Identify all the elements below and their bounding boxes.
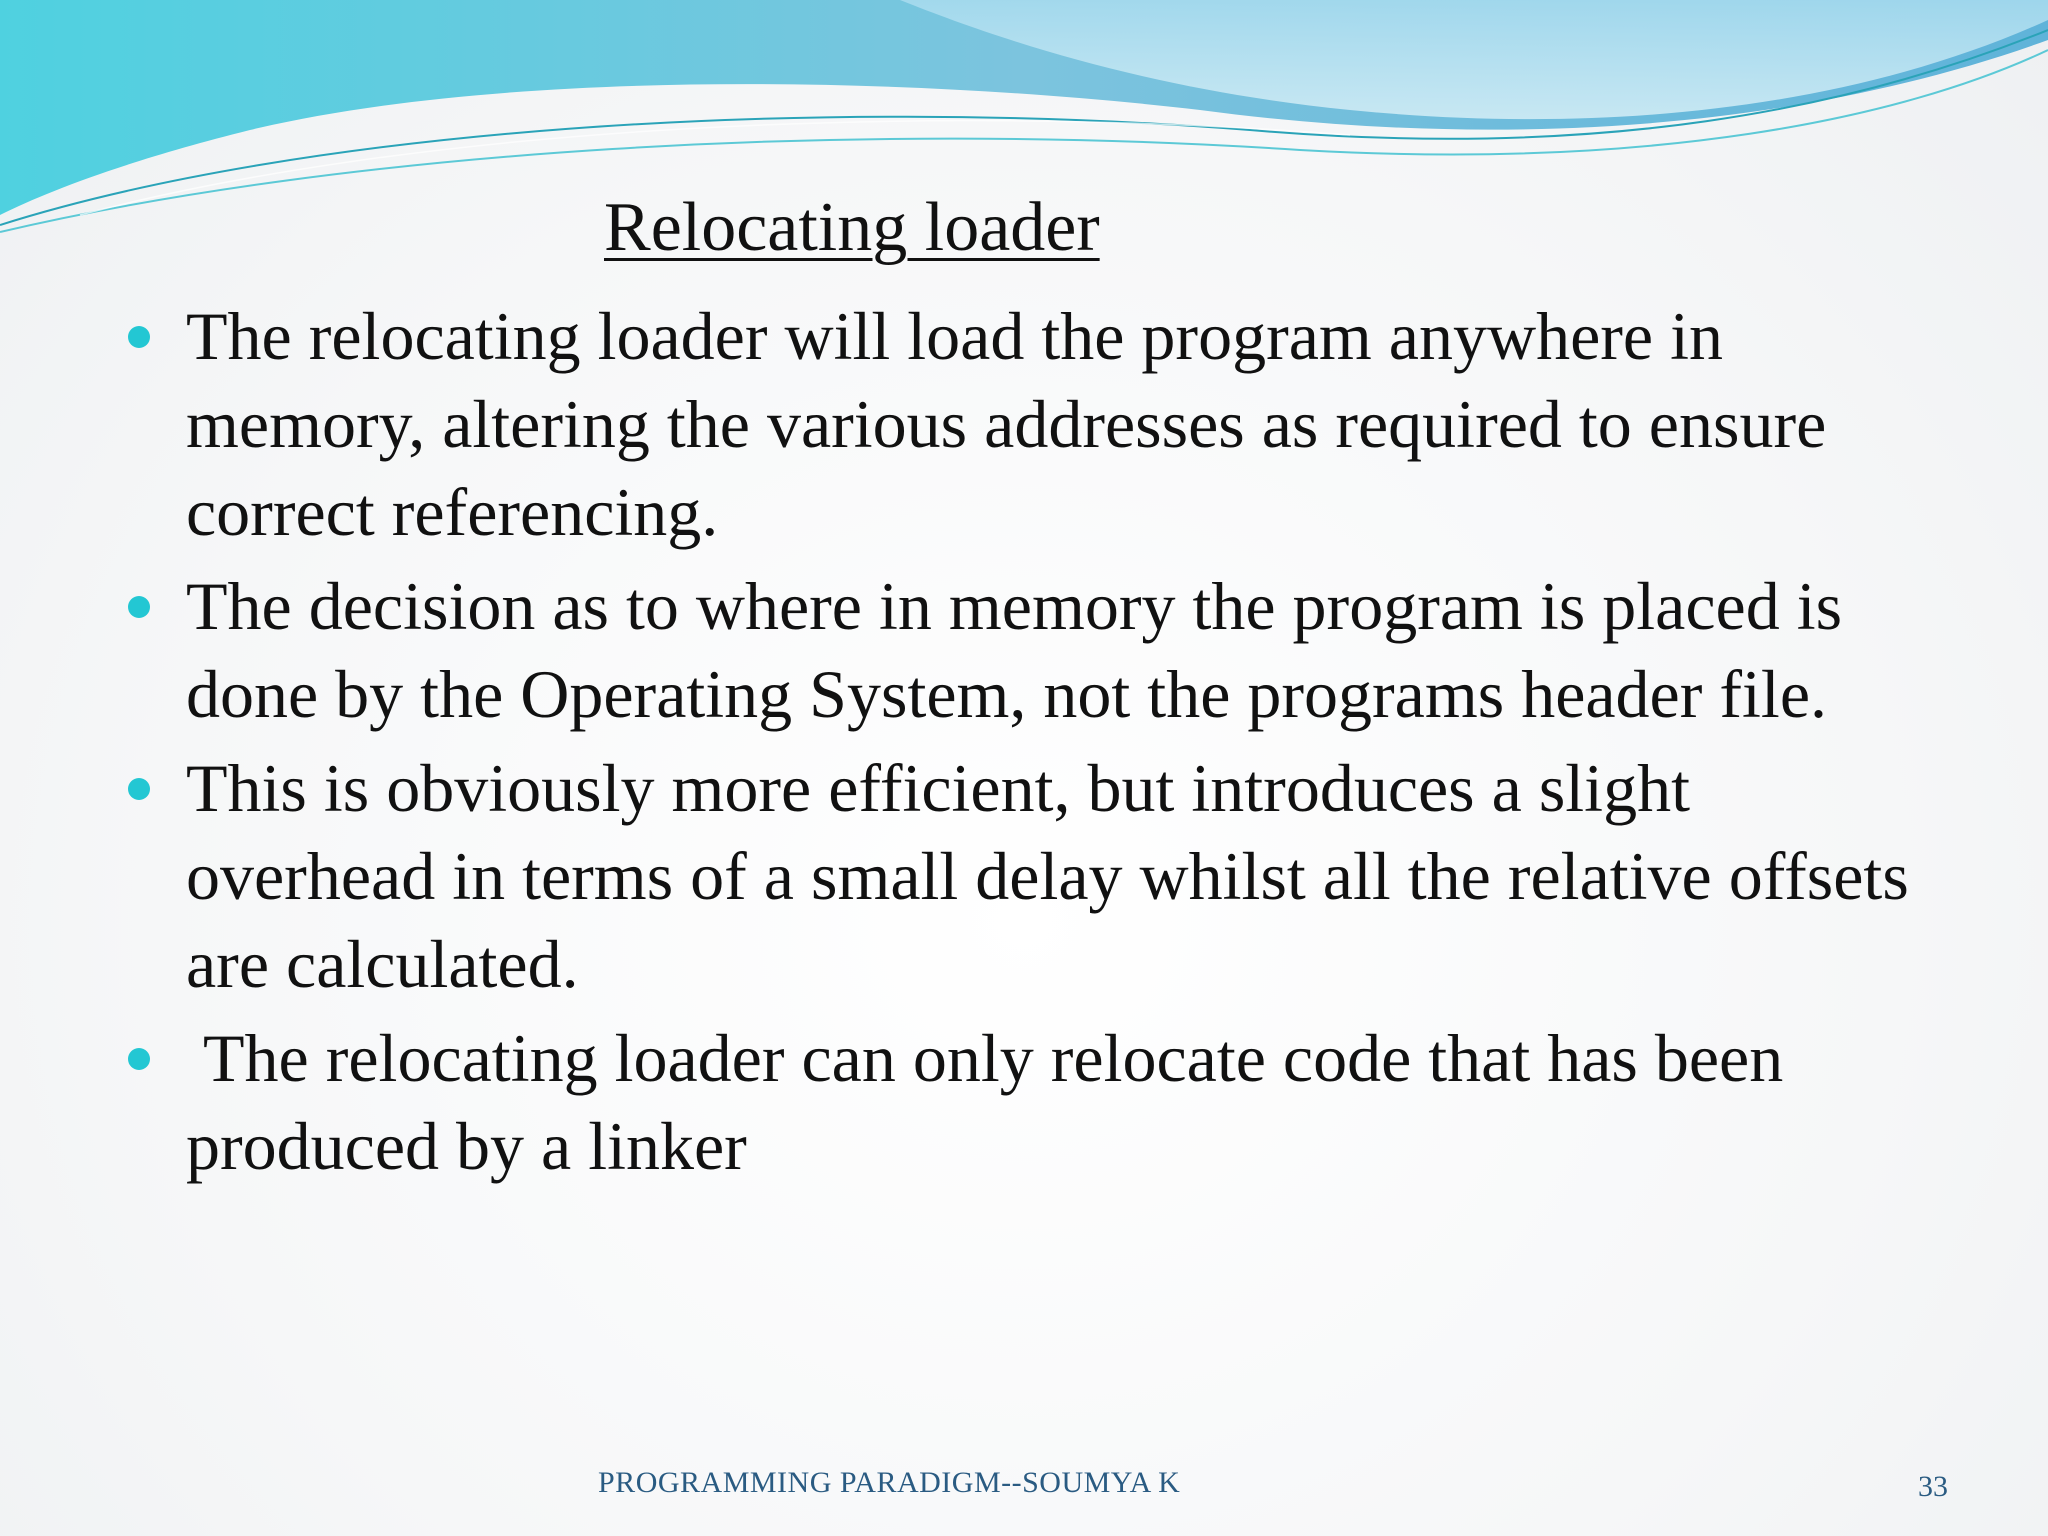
bullet-dot-icon (128, 596, 150, 618)
bullet-dot-icon (128, 1048, 150, 1070)
bullet-list (120, 292, 1940, 1196)
page-number: 33 (1918, 1470, 1948, 1503)
bullet-dot-icon (128, 326, 150, 348)
bullet-item (120, 744, 1940, 1008)
bullet-item (120, 1014, 1940, 1190)
footer-text: PROGRAMMING PARADIGM--SOUMYA K (598, 1466, 1181, 1499)
bullet-text: This is obviously more efficient, but introduces a slight overhead in terms of a small delay whilst all the relative offsets are calculated. (186, 750, 1909, 1002)
bullet-item (120, 562, 1940, 738)
bullet-dot-icon (128, 778, 150, 800)
bullet-text: The decision as to where in memory the program is placed is done by the Operating System, not the programs header file. (186, 568, 1843, 732)
bullet-item (120, 292, 1940, 556)
bullet-text: The relocating loader will load the program anywhere in memory, altering the various addresses as required to ensure correct referencing. (186, 298, 1827, 550)
slide-title: Relocating loader (604, 189, 1100, 266)
bullet-text: The relocating loader can only relocate code that has been produced by a linker (186, 1020, 1801, 1184)
